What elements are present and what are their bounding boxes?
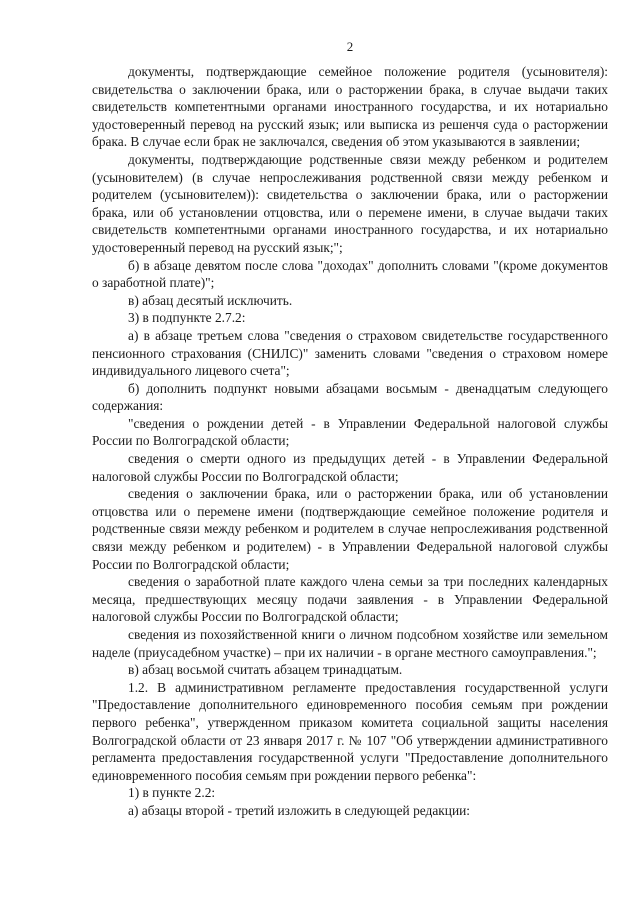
paragraph: сведения о заработной плате каждого члена семьи за три последних календарных месяца, предшествующих месяцу подачи заявления - в Управлении Федеральной налоговой службы России по Волгоградской области;: [92, 574, 608, 625]
paragraph: 1.2. В административном регламенте предоставления государственной услуги "Предоставление дополнительного единовременного пособия семьям при рождении первого ребенка", утвержденном приказом комитета социальной защиты населения Волгоградской области от 23 января 2017 г. № 107 "Об утверждении административного регламента предоставления государственной услуги "Предоставление дополнительного единовременного пособия семьям при рождении первого ребенка":: [92, 679, 608, 783]
paragraph: 3) в подпункте 2.7.2:: [128, 310, 246, 326]
paragraph: сведения из похозяйственной книги о личном подсобном хозяйстве или земельном наделе (приусадебном участке) – при их наличии - в органе местного самоуправления.";: [92, 627, 608, 660]
paragraph: документы, подтверждающие родственные связи между ребенком и родителем (усыновителем) (в случае непрослеживания родственной связи между ребенком и родителем (усыновителем)): свидетельства о заключении брака, или о расторжении брака, или об установлении отцовства, или о перемене имени, в случае выдачи таких свидетельств компетентными органами иностранного государства, и их нотариально удостоверенный перевод на русский язык;";: [92, 151, 608, 255]
paragraph: в) абзац десятый исключить.: [128, 292, 293, 308]
paragraph: документы, подтверждающие семейное положение родителя (усыновителя): свидетельства о заключении брака, или о расторжении брака, в случае выдачи таких свидетельств компетентными органами иностранного государства, и их нотариально удостоверенный перевод на русский язык; или выписка из решенчя суда о расторжении брака. В случае если брак не заключался, сведения об этом указываются в заявлении;: [92, 64, 608, 150]
paragraph: б) дополнить подпункт новыми абзацами восьмым - двенадцатым следующего содержания:: [92, 380, 608, 414]
paragraph: а) абзацы второй - третий изложить в следующей редакции:: [128, 802, 471, 818]
paragraph: "сведения о рождении детей - в Управлении Федеральной налоговой службы России по Волгоградской области;: [92, 415, 608, 449]
paragraph: сведения о смерти одного из предыдущих детей - в Управлении Федеральной налоговой службы России по Волгоградской области;: [92, 451, 608, 484]
paragraph: а) в абзаце третьем слова "сведения о страховом свидетельстве государственного пенсионного страхования (СНИЛС)" заменить словами "сведения о страховом номере индивидуального лицевого счета";: [92, 327, 608, 379]
paragraph: 1) в пункте 2.2:: [128, 785, 216, 801]
page-number: 2: [346, 39, 354, 54]
paragraph: в) абзац восьмой считать абзацем тринадцатым.: [128, 662, 403, 678]
paragraph: б) в абзаце девятом после слова "доходах" дополнить словами "(кроме документов о заработной плате)";: [92, 257, 608, 291]
paragraph: сведения о заключении брака, или о расторжении брака, или об установлении отцовства или о перемене имени (подтверждающие семейное положение родителя и родственные связи между ребенком и родителем в случае непрослеживания родственной связи между ребенком и родителем) - в Управлении Федеральной налоговой службы России по Волгоградской области;: [92, 486, 608, 572]
document-body: [92, 63, 608, 820]
